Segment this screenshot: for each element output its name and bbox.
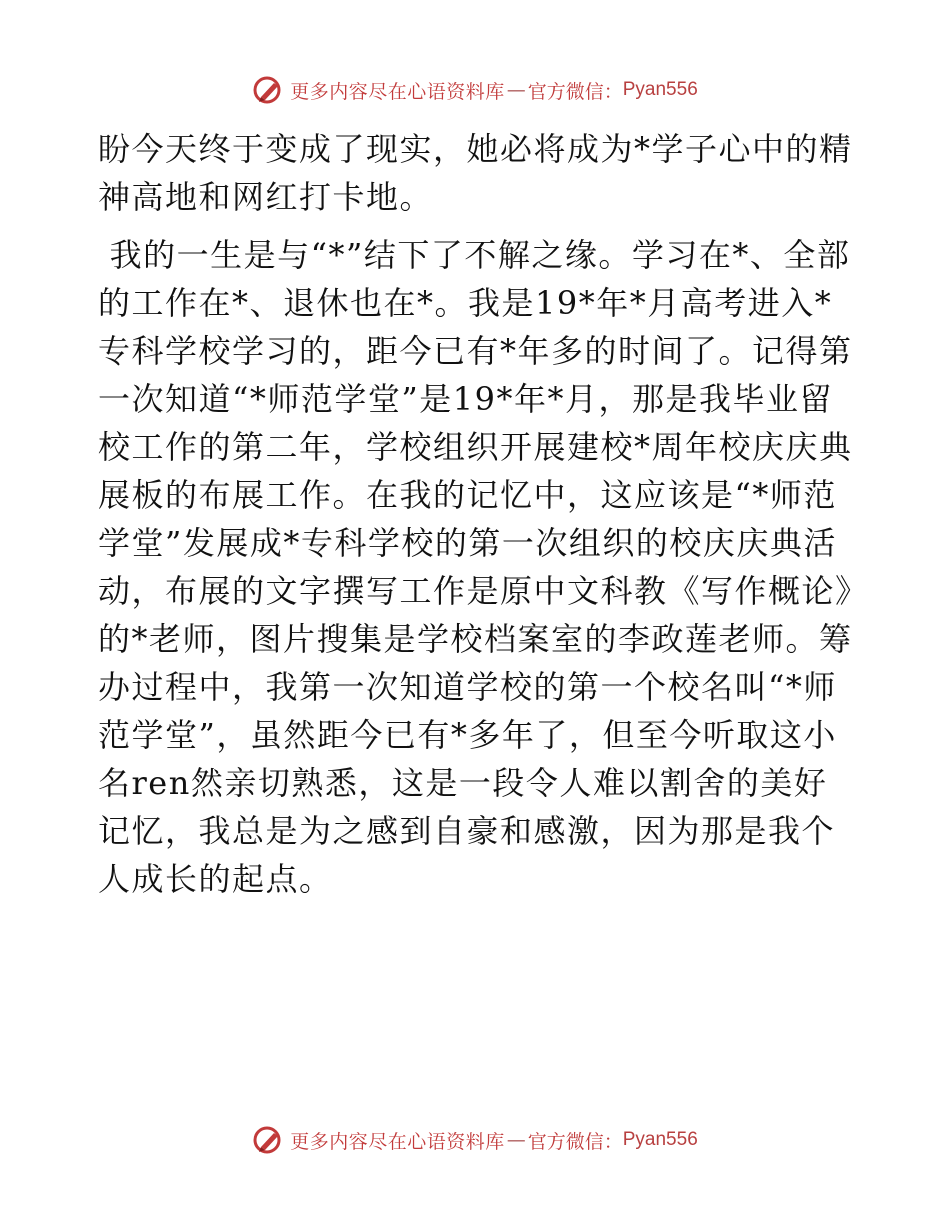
pen-logo-icon bbox=[252, 75, 286, 105]
watermark-official-label: 官方微信： bbox=[527, 80, 623, 103]
watermark-text: 更多内容尽在心语资料库 bbox=[290, 1130, 505, 1153]
watermark-official-label: 官方微信： bbox=[527, 1130, 623, 1153]
watermark-separator: — bbox=[506, 79, 526, 101]
watermark-separator: — bbox=[506, 1129, 526, 1151]
document-body bbox=[98, 125, 858, 903]
pen-logo-icon bbox=[252, 1125, 286, 1155]
watermark-account: Pyan556 bbox=[622, 1129, 698, 1150]
watermark-account: Pyan556 bbox=[622, 79, 698, 100]
paragraph-2: 我的一生是与“*”结下了不解之缘。学习在*、全部的工作在*、退休也在*。我是19*年*月高考进入*专科学校学习的，距今已有*年多的时间了。记得第一次知道“*师范学堂”是19*年*月，那是我毕业留校工作的第二年，学校组织开展建校*周年校庆庆典展板的布展工作。在我的记忆中，这应该是“*师范学堂”发展成*专科学校的第一次组织的校庆庆典活动，布展的文字撰写工作是原中文科教《写作概论》的*老师，图片搜集是学校档案室的李政莲老师。筹办过程中，我第一次知道学校的第一个校名叫“*师范学堂”，虽然距今已有*多年了，但至今听取这小名ren然亲切熟悉，这是一段令人难以割舍的美好记忆，我总是为之感到自豪和感激，因为那是我个人成长的起点。 bbox=[98, 236, 853, 898]
watermark-text: 更多内容尽在心语资料库 bbox=[290, 80, 505, 103]
paragraph-1: 盼今天终于变成了现实，她必将成为*学子心中的精神高地和网红打卡地。 bbox=[98, 130, 853, 216]
footer-watermark bbox=[0, 1122, 950, 1158]
header-watermark bbox=[0, 72, 950, 108]
